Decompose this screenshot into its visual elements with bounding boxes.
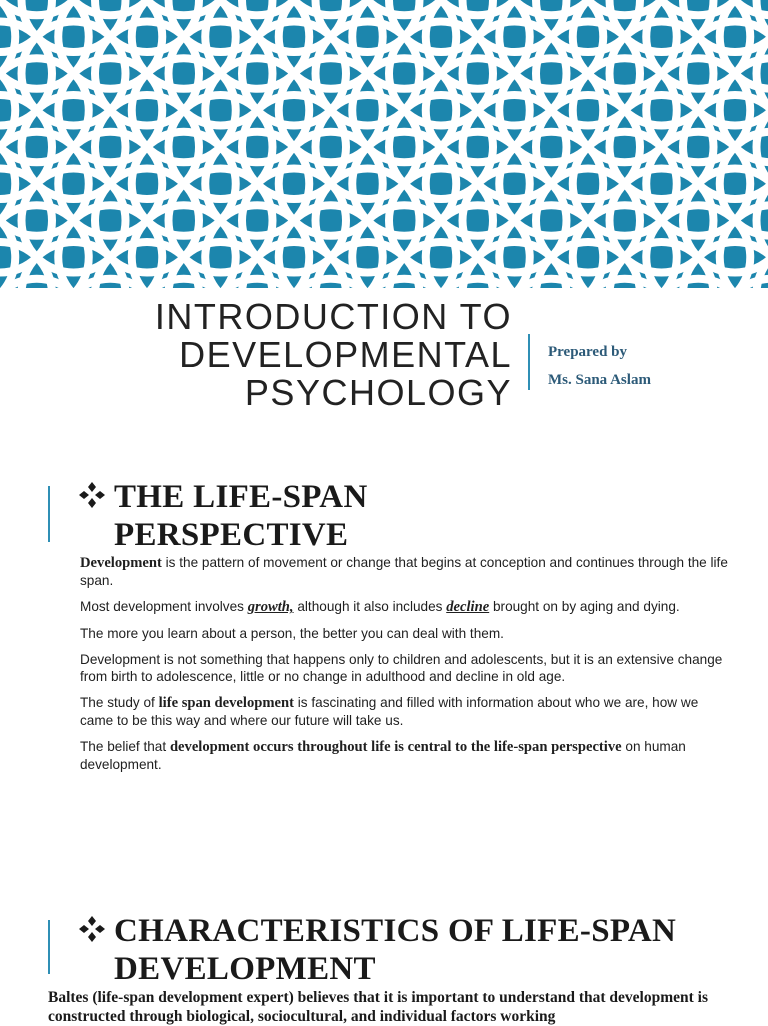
- author-name: Ms. Sana Aslam: [548, 366, 651, 394]
- slide-body: [80, 554, 730, 782]
- emphasis-decline: decline: [446, 599, 489, 615]
- term: development occurs throughout life is central to the life-span perspective: [170, 739, 622, 755]
- paragraph: [80, 598, 730, 616]
- term: life span development: [159, 695, 294, 711]
- decorative-circle-pattern: [0, 0, 768, 288]
- text: although it also includes: [294, 599, 447, 614]
- paragraph: [80, 694, 730, 729]
- text: The belief that: [80, 739, 170, 754]
- paragraph: Development is not something that happens only to children and adolescents, but it is an extensive change from birth to adolescence, little or no change in adulthood and decline in old age.: [80, 651, 730, 685]
- heading-accent-bar: [48, 920, 50, 974]
- text: brought on by aging and dying.: [489, 599, 679, 614]
- text: on human development.: [80, 739, 686, 772]
- heading-accent-bar: [48, 486, 50, 542]
- text: Most development involves: [80, 599, 248, 614]
- heading-text: CHARACTERISTICS OF LIFE-SPAN DEVELOPMENT: [114, 912, 768, 988]
- slide-body-partial: Baltes (life-span development expert) believes that it is important to understand that development is constructed through biological, sociocultural, and individual factors working: [48, 988, 728, 1026]
- text: is the pattern of movement or change that begins at conception and continues through the life span.: [80, 555, 728, 588]
- title-line: DEVELOPMENTAL: [60, 336, 512, 374]
- text: is fascinating and filled with information about who we are, how we came to be this way and where our future will take us.: [80, 695, 698, 728]
- paragraph: [80, 738, 730, 773]
- text: The study of: [80, 695, 159, 710]
- heading-text: THE LIFE-SPAN PERSPECTIVE: [114, 478, 468, 554]
- diamond-bullet-icon: [78, 912, 114, 943]
- presentation-title: [60, 298, 512, 412]
- prepared-by-label: Prepared by: [548, 338, 651, 366]
- emphasis-growth: growth,: [248, 599, 294, 615]
- paragraph: The more you learn about a person, the better you can deal with them.: [80, 625, 730, 642]
- section-heading-characteristics: [78, 912, 768, 988]
- title-line: INTRODUCTION TO: [60, 298, 512, 336]
- diamond-bullet-icon: [78, 478, 114, 509]
- section-heading-life-span-perspective: [78, 478, 468, 554]
- paragraph: [80, 554, 730, 589]
- term: Development: [80, 555, 162, 571]
- title-divider: [528, 334, 530, 390]
- prepared-by-block: [548, 338, 651, 394]
- title-line: PSYCHOLOGY: [60, 374, 512, 412]
